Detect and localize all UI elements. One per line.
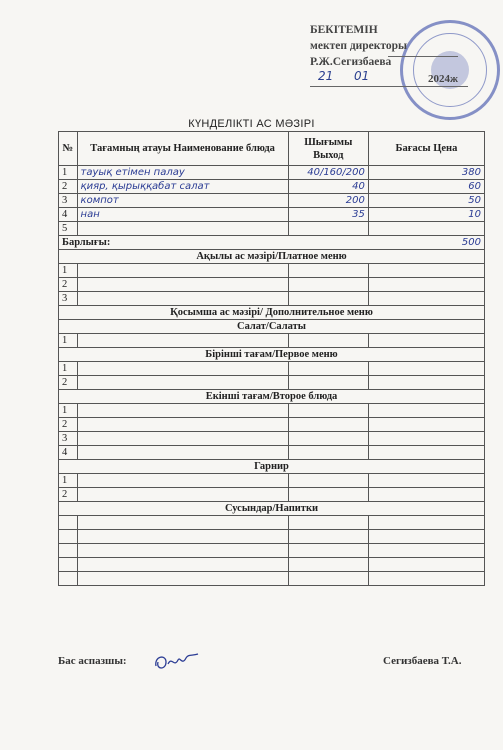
row-name [77,432,288,446]
row-output [288,558,368,572]
item-output: 40/160/200 [288,166,368,180]
row-price [368,488,484,502]
table-row [59,334,485,348]
table-row [59,558,485,572]
row-price [368,558,484,572]
signature-line [388,56,458,57]
item-no: 2 [59,180,78,194]
row-price [368,572,484,586]
row-name [77,488,288,502]
row-price [368,544,484,558]
table-row [59,278,485,292]
menu-item-row [59,194,485,208]
chef-signature [152,650,202,674]
row-name [77,474,288,488]
row-output [288,474,368,488]
approval-day: 21 [318,69,334,83]
row-no: 3 [59,292,78,306]
row-output [288,334,368,348]
row-output [288,516,368,530]
row-output [288,488,368,502]
row-price [368,516,484,530]
row-no [59,558,78,572]
table-row [59,432,485,446]
item-name: нан [77,208,288,222]
row-name [77,516,288,530]
item-price: 50 [368,194,484,208]
item-name: қияр, қырыққабат салат [77,180,288,194]
table-row [59,292,485,306]
item-output: 200 [288,194,368,208]
section-garnish: Гарнир [59,460,485,474]
approval-block [310,22,500,85]
header-output: Шығымы Выход [288,132,368,166]
row-name [77,362,288,376]
section-first-course: Бірінші тағам/Первое меню [59,348,485,362]
menu-item-row [59,208,485,222]
item-name: тауық етімен палау [77,166,288,180]
row-price [368,376,484,390]
approval-month: 01 [354,69,370,83]
table-row [59,264,485,278]
row-output [288,278,368,292]
row-output [288,544,368,558]
row-price [368,264,484,278]
item-name [77,222,288,236]
row-price [368,432,484,446]
item-no: 1 [59,166,78,180]
section-drinks: Сусындар/Напитки [59,502,485,516]
row-name [77,544,288,558]
item-no: 5 [59,222,78,236]
section-second-course: Екінші тағам/Второе блюда [59,390,485,404]
header-price: Бағасы Цена [368,132,484,166]
row-output [288,418,368,432]
item-name: компот [77,194,288,208]
table-row [59,474,485,488]
item-no: 4 [59,208,78,222]
table-row [59,418,485,432]
row-no [59,544,78,558]
row-no [59,572,78,586]
approval-position: мектеп директоры [310,40,408,52]
row-output [288,432,368,446]
row-price [368,418,484,432]
row-output [288,530,368,544]
row-price [368,404,484,418]
item-price [368,222,484,236]
row-price [368,278,484,292]
table-row [59,446,485,460]
row-no: 4 [59,446,78,460]
approval-name: Р.Ж.Сегизбаева [310,56,392,68]
row-name [77,376,288,390]
row-price [368,446,484,460]
row-price [368,474,484,488]
page-title: КҮНДЕЛІКТІ АС МӘЗІРІ [188,118,315,130]
menu-item-row [59,222,485,236]
table-row [59,572,485,586]
row-no: 1 [59,404,78,418]
menu-item-row [59,166,485,180]
menu-item-row [59,180,485,194]
table-row [59,516,485,530]
item-no: 3 [59,194,78,208]
row-no [59,516,78,530]
row-name [77,334,288,348]
row-no: 2 [59,418,78,432]
row-no: 1 [59,264,78,278]
row-output [288,362,368,376]
header-no: № [59,132,78,166]
daily-items [59,166,485,236]
item-price: 60 [368,180,484,194]
row-name [77,404,288,418]
chef-signer-name: Сегизбаева Т.А. [383,655,462,667]
row-output [288,404,368,418]
row-no: 1 [59,474,78,488]
row-price [368,292,484,306]
row-no: 2 [59,278,78,292]
total-row [59,236,485,250]
approval-heading: БЕКІТЕМІН [310,24,378,36]
row-price [368,362,484,376]
table-row [59,404,485,418]
row-no: 1 [59,334,78,348]
row-name [77,418,288,432]
approval-year: 2024ж [428,73,458,85]
table-row [59,376,485,390]
table-row [59,488,485,502]
table-row [59,362,485,376]
row-output [288,376,368,390]
row-no [59,530,78,544]
row-name [77,558,288,572]
row-name [77,572,288,586]
section-extra-menu: Қосымша ас мәзірі/ Дополнительное меню [59,306,485,320]
chef-label: Бас аспазшы: [58,655,127,667]
section-salads: Салат/Салаты [59,320,485,334]
row-output [288,264,368,278]
item-price: 10 [368,208,484,222]
row-name [77,278,288,292]
table-row [59,530,485,544]
menu-table [58,131,485,586]
row-price [368,530,484,544]
row-name [77,530,288,544]
row-no: 2 [59,488,78,502]
row-price [368,334,484,348]
total-label: Барлығы: [62,237,111,248]
header-name: Тағамның атауы Наименование блюда [77,132,288,166]
row-name [77,264,288,278]
total-value: 500 [461,237,481,248]
row-output [288,292,368,306]
table-row [59,544,485,558]
section-paid-menu: Ақылы ас мәзірі/Платное меню [59,250,485,264]
row-name [77,446,288,460]
row-output [288,446,368,460]
row-no: 2 [59,376,78,390]
row-no: 3 [59,432,78,446]
item-output: 35 [288,208,368,222]
item-output: 40 [288,180,368,194]
row-output [288,572,368,586]
item-price: 380 [368,166,484,180]
item-output [288,222,368,236]
row-no: 1 [59,362,78,376]
row-name [77,292,288,306]
